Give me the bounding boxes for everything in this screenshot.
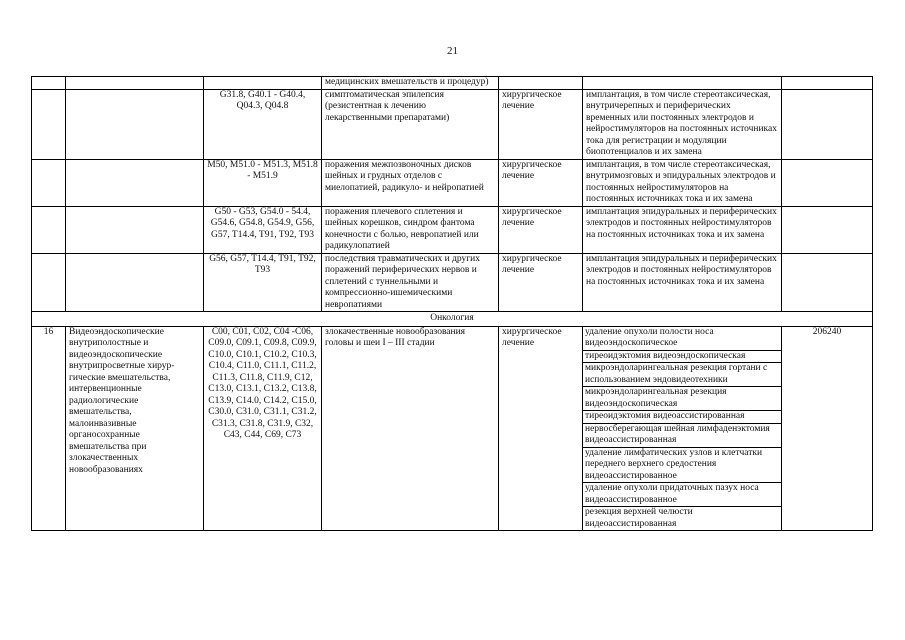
method-item: резекция верхней челюсти видеоассистированная (585, 507, 693, 529)
method-cell: имплантация, в том числе стереотаксическая, внутричерепных и периферических временных или постоянных электродов и нейростимуляторов на постоянных источниках тока для регистрации и модуляции биопотенциалов и их замена (583, 89, 782, 159)
section-title: Онкология (32, 312, 873, 327)
method-cell: имплантация эпидуральных и периферических электродов и постоянных нейростимуляторов на постоянных источниках тока и их замена (583, 206, 782, 253)
methods-cell (583, 326, 782, 531)
treatment-cell: хирургическое лечение (499, 89, 583, 159)
disease-cell: поражения межпозвоночных дисков шейных и грудных отделов с миелопатией, радикуло- и нейропатией (322, 159, 499, 206)
table-row (32, 326, 873, 531)
row-number-cell: 16 (32, 326, 66, 531)
method-item: микроэндоларингеальная резекция видеоэндоскопическая (583, 387, 781, 411)
method-item: удаление лимфатических узлов и клетчатки переднего верхнего средостения видеоассистированное (583, 448, 781, 484)
icd-codes-cell: G31.8, G40.1 - G40.4, Q04.3, Q04.8 (204, 89, 322, 159)
table-row (32, 77, 873, 90)
section-header-row (32, 312, 873, 327)
icd-codes-cell: G50 - G53, G54.0 - 54.4, G54.6, G54.8, G54.9, G56, G57, T14.4, T91, T92, T93 (204, 206, 322, 253)
method-cell: имплантация, в том числе стереотаксическая, внутримозговых и эпидуральных электродов и постоянных нейростимуляторов на постоянных источниках тока и их замена (583, 159, 782, 206)
icd-codes-cell: G56, G57, T14.4, T91, T92, T93 (204, 253, 322, 312)
method-item: тиреоидэктомия видеоэндоскопическая (583, 351, 781, 364)
table-row (32, 206, 873, 253)
treatment-cell: хирургическое лечение (499, 326, 583, 531)
method-item: тиреоидэктомия видеоассистированная (583, 411, 781, 424)
method-cell: имплантация эпидуральных и периферических электродов и постоянных нейростимуляторов на постоянных источниках тока и их замена (583, 253, 782, 312)
procedure-name-cell: Видеоэндоскопические внутриполостные и видеоэндоскопические внутрипросветные хирур-гические вмешательства, интервенционные радиологические вмешательства, малоинвазивные органосохранные вмешательства при злокачественных новообразованиях (66, 326, 204, 531)
disease-cell: поражения плечевого сплетения и шейных корешков, синдром фантома конечности с болью, невропатией или радикулопатией (322, 206, 499, 253)
procedures-table (31, 76, 873, 531)
method-item: удаление опухоли полости носа видеоэндоскопическое (583, 327, 781, 351)
treatment-cell: хирургическое лечение (499, 253, 583, 312)
price-cell: 206240 (782, 326, 873, 531)
disease-cell: медицинских вмешательств и процедур) (322, 77, 499, 90)
treatment-cell: хирургическое лечение (499, 159, 583, 206)
disease-cell: злокачественные новообразования головы и шеи I – III стадии (322, 326, 499, 531)
page-number: 21 (447, 45, 458, 57)
icd-codes-cell: C00, C01, C02, C04 -C06, C09.0, C09.1, C09.8, C09.9, C10.0, C10.1, C10.2, C10.3, C10.4, C11.0, C11.1, C11.2, C11.3, C11.8, C11.9, C12, C13.0, C13.1, C13.2, C13.8, C13.9, C14.0, C14.2, C15.0, C30.0, C31.0, C31.1, C31.2, C31.3, C31.8, C31.9, C32, C43, C44, C69, C73 (204, 326, 322, 531)
method-item: микроэндоларингеальная резекция гортани с использованием эндовидеотехники (583, 363, 781, 387)
table-row (32, 159, 873, 206)
table-row (32, 89, 873, 159)
table-row (32, 253, 873, 312)
icd-codes-cell: M50, M51.0 - M51.3, M51.8 - M51.9 (204, 159, 322, 206)
disease-cell: последствия травматических и других поражений периферических нервов и сплетений с туннельными и компрессионно-ишемическими невропатиями (322, 253, 499, 312)
disease-cell: симптоматическая эпилепсия (резистентная к лечению лекарственными препаратами) (322, 89, 499, 159)
method-item: удаление опухоли придаточных пазух носа видеоассистированное (583, 483, 781, 507)
treatment-cell: хирургическое лечение (499, 206, 583, 253)
method-item: нервосберегающая шейная лимфаденэктомия видеоассистированная (583, 424, 781, 448)
